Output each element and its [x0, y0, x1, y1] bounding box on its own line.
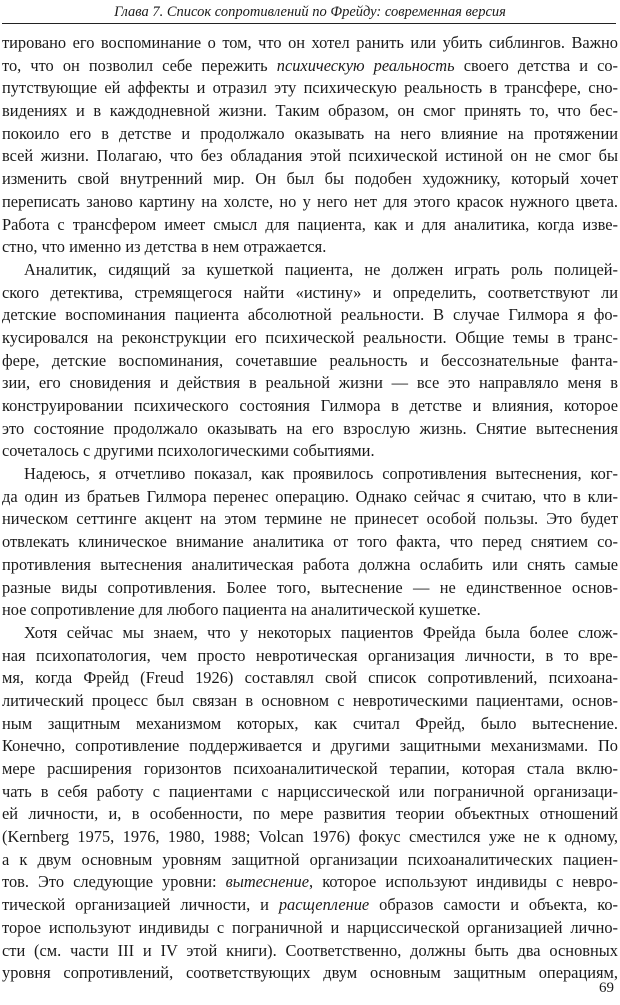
text-line: мере расширения горизонтов психоаналитической терапии, которая стала вклю-	[2, 759, 618, 778]
text-line: отвлекать клиническое внимание аналитика от того факта, что перед снятием со-	[2, 532, 618, 552]
text-line: то, что он позволил себе пережить психическую реальность своего детства и со-	[2, 55, 618, 75]
text-line: детские воспоминания пациента абсолютной реальности. В случае Гилмора я фо-	[2, 305, 618, 325]
text-line: сочеталось с другими психологическими событиями.	[2, 441, 375, 461]
text-line: мя, когда Фрейд (Freud 1926) составлял свой список сопротивлений, психоана-	[2, 668, 618, 688]
paragraph	[2, 622, 618, 985]
text-line: ная психопатология, чем просто невротическая организация личности, в то вре-	[2, 645, 618, 665]
paragraph	[2, 463, 618, 622]
text-line: Конечно, сопротивление поддерживается и другими защитными механизмами. По	[2, 736, 618, 756]
text-line: конструировании психического состояния Гилмора в детстве и влияния, которое	[2, 396, 618, 415]
text-line: ное сопротивление для любого пациента на аналитической кушетке.	[2, 600, 481, 620]
text-line: сти (см. части III и IV этой книги). Соответственно, должны быть два основных	[2, 940, 618, 960]
running-title: Глава 7. Список сопротивлений по Фрейду: современная версия	[114, 4, 506, 20]
text-line: видениях и в каждодневной жизни. Таким образом, он смог принять то, что бес-	[2, 101, 618, 121]
text-line: уровня сопротивлений, соответствующих двум основным защитным операциям,	[2, 963, 618, 983]
header-divider	[2, 23, 616, 24]
text-line: ническом сеттинге акцент на этом термине не принесет особой пользы. Это будет	[2, 509, 618, 529]
text-line: чать в себя работу с пациентами с нарциссической или пограничной организаци-	[2, 781, 618, 801]
text-line: Аналитик, сидящий за кушеткой пациента, не должен играть роль полицей-	[24, 259, 618, 279]
text-line: всей жизни. Полагаю, что без обладания этой психической истиной он не смог бы	[2, 146, 618, 166]
text-line: тов. Это следующие уровни: вытеснение, которое используют индивиды с невро-	[2, 872, 618, 892]
text-line: ным защитным механизмом которых, как считал Фрейд, было вытеснение.	[2, 713, 618, 733]
text-line: (Kernberg 1975, 1976, 1980, 1988; Volcan 1976) фокус сместился уже не к одному,	[2, 827, 618, 847]
page-body	[2, 32, 618, 985]
text-line: покоило его в детстве и продолжало оказывать на него влияние на протяжении	[2, 123, 618, 143]
text-line: изменить свой внутренний мир. Он был бы подобен художнику, который хочет	[2, 169, 618, 189]
text-line: да один из братьев Гилмора перенес операцию. Однако сейчас я считаю, что в кли-	[2, 486, 618, 506]
text-line: а к двум основным уровням защитной организации психоаналитических пациен-	[2, 849, 618, 869]
text-line: Хотя сейчас мы знаем, что у некоторых пациентов Фрейда была более слож-	[24, 622, 618, 642]
text-line: это состояние продолжало оказывать на его взрослую жизнь. Снятие вытеснения	[2, 418, 618, 438]
text-line: фере, детские воспоминания, сочетавшие реальность и бессознательные фанта-	[2, 350, 618, 370]
text-line: Работа с трансфером имеет смысл для пациента, как и для аналитика, когда изве-	[2, 214, 618, 234]
text-line: кусировался на реконструкции его психической реальности. Общие темы в транс-	[2, 327, 618, 347]
text-line: ского детектива, стремящегося найти «истину» и определить, соответствуют ли	[2, 282, 618, 302]
text-line: разные виды сопротивления. Более того, вытеснение — не единственное основ-	[2, 577, 618, 597]
text-line: зии, его сновидения и действия в реальной жизни — все это направляло меня в	[2, 373, 618, 393]
text-line: стно, что именно из детства в нем отражается.	[2, 237, 327, 257]
page-number: 69	[599, 980, 614, 996]
text-line: противления вытеснения аналитическая работа должна ослабить или снять самые	[2, 554, 618, 574]
text-line: тической организацией личности, и расщепление образов самости и объекта, ко-	[2, 895, 618, 915]
text-line: Надеюсь, я отчетливо показал, как проявилось сопротивления вытеснения, ког-	[24, 464, 618, 484]
text-line: тировано его воспоминание о том, что он хотел ранить или убить сиблингов. Важно	[2, 33, 618, 52]
text-line: литический процесс был связан в основном с невротическими пациентами, основ-	[2, 690, 618, 710]
paragraph	[2, 259, 618, 463]
text-line: путствующие ей аффекты и отразил эту психическую реальность в трансфере, сно-	[2, 78, 618, 98]
paragraph	[2, 32, 618, 259]
text-line: переписать заново картину на холсте, но у него нет для этого красок нужного цвета.	[2, 191, 618, 211]
text-line: торое используют индивиды с пограничной и нарциссической организацией лично-	[2, 917, 618, 937]
text-line: ей личности, и, в особенности, по мере развития теории объектных отношений	[2, 804, 618, 824]
